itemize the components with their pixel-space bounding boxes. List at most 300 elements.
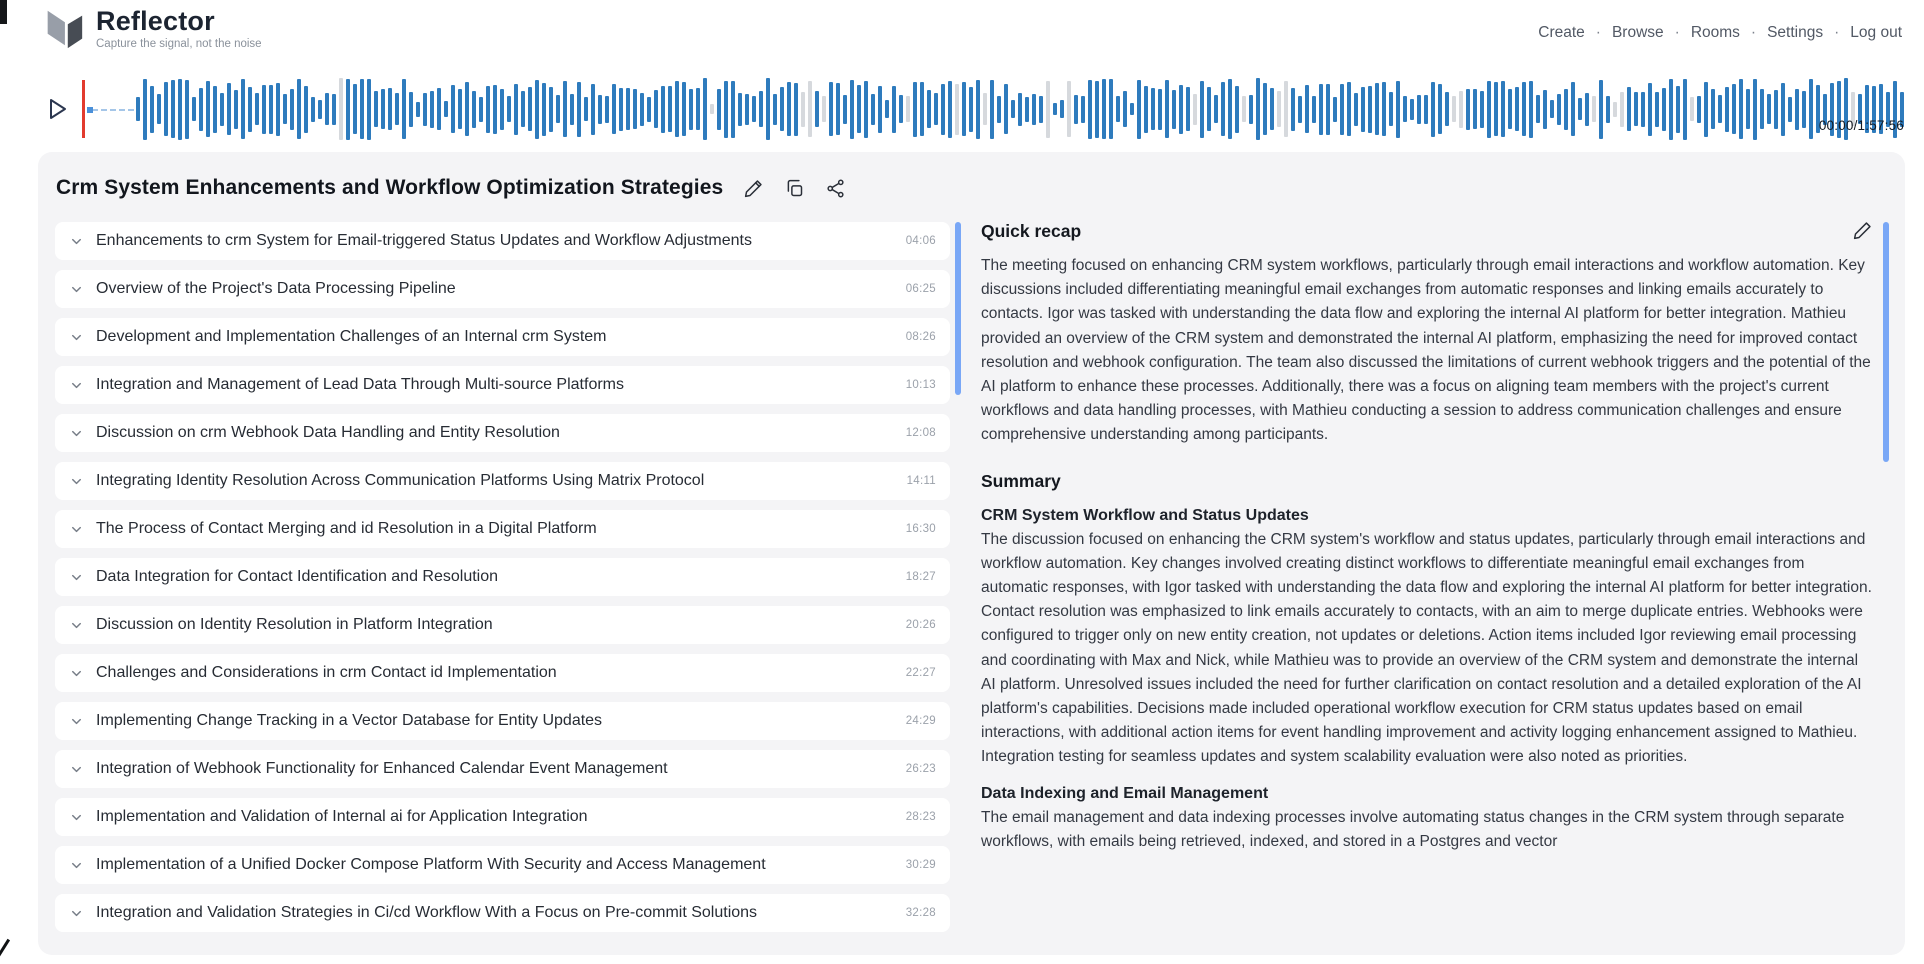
waveform-bar (1634, 92, 1638, 126)
chevron-down-icon[interactable] (69, 858, 84, 873)
chevron-down-icon[interactable] (69, 906, 84, 921)
waveform-bar (850, 80, 854, 139)
waveform-bar (178, 79, 182, 140)
waveform-bar (269, 85, 273, 134)
topic-timestamp: 04:06 (905, 235, 936, 247)
waveform-bar (696, 88, 700, 130)
waveform-bar (864, 81, 868, 138)
waveform-bar (360, 79, 364, 139)
waveform-bar (535, 80, 539, 139)
waveform-bar (1746, 89, 1750, 129)
waveform-bar (1410, 99, 1414, 120)
waveform-bar (794, 83, 798, 136)
waveform-bar (668, 86, 672, 132)
waveform-bar (780, 87, 784, 131)
chevron-down-icon[interactable] (69, 474, 84, 489)
meeting-card (38, 152, 1905, 955)
waveform-bar (346, 79, 350, 140)
waveform-bar (521, 91, 525, 127)
waveform-bar (213, 86, 217, 133)
waveform-bar (787, 82, 791, 136)
waveform-bar (1417, 95, 1421, 124)
waveform-bar (1109, 79, 1113, 139)
topic-label: Implementation and Validation of Internal ai for Application Integration (96, 808, 588, 825)
topic-timestamp: 14:11 (906, 475, 936, 487)
waveform-bar (1606, 96, 1610, 123)
waveform-bar (444, 101, 448, 117)
waveform-bar (1774, 90, 1778, 129)
topic-timestamp: 08:26 (905, 331, 936, 343)
waveform-bar (458, 89, 462, 129)
waveform-bar (1536, 95, 1540, 123)
waveform-bar (570, 94, 574, 125)
topic-timestamp: 12:08 (905, 427, 936, 439)
waveform-bar (1333, 97, 1337, 122)
topic-row[interactable] (55, 510, 950, 548)
topics-scrollbar[interactable] (955, 222, 961, 395)
waveform-bar (1158, 89, 1162, 130)
waveform-bar (1060, 100, 1064, 118)
waveform-bar (661, 86, 665, 133)
waveform-bar (1081, 96, 1085, 123)
brand-text (96, 6, 262, 50)
playhead-cursor[interactable] (82, 80, 85, 138)
topic-timestamp: 06:25 (905, 283, 936, 295)
waveform-bar (1494, 82, 1498, 136)
nav-logout[interactable]: Log out (1850, 24, 1902, 41)
waveform-bar (1641, 92, 1645, 127)
waveform-bar (1501, 81, 1505, 137)
chevron-down-icon[interactable] (69, 426, 84, 441)
waveform-bar (1403, 96, 1407, 122)
summary-section (981, 784, 1873, 854)
chevron-down-icon[interactable] (69, 570, 84, 585)
waveform-bar (1228, 79, 1232, 139)
chevron-down-icon[interactable] (69, 810, 84, 825)
waveform-bar (199, 88, 203, 131)
topic-timestamp: 28:23 (905, 811, 936, 823)
waveform-bar (1319, 84, 1323, 135)
waveform-bar (1487, 81, 1491, 138)
topic-label: Integration and Management of Lead Data Through Multi-source Platforms (96, 376, 624, 393)
waveform-bar (612, 84, 616, 134)
waveform-bar (892, 86, 896, 133)
waveform-bar (1242, 96, 1246, 122)
edit-title-button[interactable] (743, 178, 764, 199)
waveform-bar (927, 90, 931, 128)
waveform-bar (423, 93, 427, 126)
waveform-bar (1711, 89, 1715, 129)
meeting-title-row (56, 176, 846, 200)
waveform-bar (1620, 92, 1624, 127)
waveform-bar (1543, 90, 1547, 129)
chevron-down-icon[interactable] (69, 714, 84, 729)
topic-timestamp: 20:26 (905, 619, 936, 631)
waveform-bar (1683, 79, 1687, 140)
waveform-bar (983, 93, 987, 125)
topic-label: Data Integration for Contact Identification and Resolution (96, 568, 499, 585)
top-nav (1538, 24, 1902, 42)
chevron-down-icon[interactable] (69, 666, 84, 681)
waveform-bar (689, 89, 693, 130)
chevron-down-icon[interactable] (69, 618, 84, 633)
topic-row[interactable] (55, 558, 950, 596)
chevron-down-icon[interactable] (69, 378, 84, 393)
chevron-down-icon[interactable] (69, 234, 84, 249)
topic-row[interactable] (55, 366, 950, 404)
meeting-title: Crm System Enhancements and Workflow Optimization Strategies (56, 176, 724, 199)
reflector-logo-icon[interactable] (40, 6, 86, 52)
topic-row[interactable] (55, 750, 950, 788)
waveform-bar (1676, 86, 1680, 133)
waveform-bar (1613, 102, 1617, 117)
waveform-bar (1165, 80, 1169, 138)
quick-recap-text: The meeting focused on enhancing CRM system workflows, particularly through email interactions and workflow automation. Key discussions included differentiating meaningful email exchanges from automatic responses and linking emails accurately to contacts. Igor was tasked with understanding the data flow and exploring the internal AI platform for better integration. Mathieu provided an overview of the CRM system and demonstrated the internal AI platform, emphasizing the need for improved contact resolution and webhook configuration. The team also discussed the limitations of current webhook triggers and the potential of the AI platform to enhance these processes. Additionally, there was a focus on aligning team members with the project's current workflows and data handling processes, with Mathieu conducting a session to address communication challenges and ensure comprehensive understanding among participants. (981, 257, 1871, 444)
waveform-bar (941, 84, 945, 135)
waveform-bar (962, 82, 966, 136)
waveform-bar (157, 94, 161, 124)
nav-settings[interactable]: Settings (1767, 24, 1824, 41)
waveform-bar (500, 89, 504, 130)
waveform-bar (332, 94, 336, 125)
waveform-bar (241, 79, 245, 139)
pencil-icon (1852, 220, 1873, 241)
waveform-bar (948, 81, 952, 138)
waveform-bar (1200, 81, 1204, 138)
waveform-start-dot (87, 107, 93, 113)
summary-section-text: The discussion focused on enhancing the CRM system's workflow and status updates, particularly through email interactions and workflow automation. Key changes involved creating distinct workflows to differentiate meaningful email exchanges from automatic responses, with Igor tasked with understanding the data flow and exploring the internal AI platform for better integration. Contact resolution was emphasized to link emails accurately to contacts, with an aim to merge duplicate entries. Webhooks were configured to trigger only on new entity creation, not updates or deletions. Action items included Igor reviewing email processing and coordinating with Max and Nick, while Mathieu was to provide an overview of the CRM system and demonstrate the internal AI platform. Unresolved issues included the need for further clarification on contact resolution and a detailed exploration of the AI platform's capabilities. Decisions made included operational workflow execution for CRM status updates based on email interactions, with additional action items for event handling improvement and activity logging enhancement assigned to Mathieu. Integration testing for seamless updates and system scalability evaluation were also noted as priorities. (981, 530, 1872, 766)
topic-label: Discussion on crm Webhook Data Handling and Entity Resolution (96, 424, 560, 441)
waveform-quiet-lead (92, 109, 134, 111)
chevron-down-icon[interactable] (69, 522, 84, 537)
waveform-bar (717, 89, 721, 130)
waveform-bar (1557, 94, 1561, 125)
screen-artifact (0, 0, 7, 24)
nav-separator: · (1595, 24, 1601, 41)
audio-player (0, 72, 1924, 144)
waveform-bar (255, 93, 259, 125)
chevron-down-icon[interactable] (69, 330, 84, 345)
app-title[interactable]: Reflector (96, 6, 215, 36)
waveform-bar (619, 88, 623, 131)
waveform-bar (1354, 93, 1358, 126)
waveform-bar (647, 97, 651, 122)
waveform-bar (1445, 92, 1449, 126)
waveform-bar (276, 83, 280, 136)
topic-timestamp: 18:27 (905, 571, 936, 583)
waveform-bar (1235, 86, 1239, 133)
nav-create[interactable]: Create (1538, 24, 1585, 41)
waveform-bar (913, 82, 917, 137)
waveform-bar (682, 82, 686, 136)
waveform-bar (1767, 94, 1771, 124)
waveform-bar (1130, 103, 1134, 115)
waveform-bar (451, 85, 455, 133)
waveform-bar (1760, 89, 1764, 129)
waveform-bar (843, 95, 847, 124)
chevron-down-icon[interactable] (69, 282, 84, 297)
waveform-bar (290, 89, 294, 130)
waveform-bar (1809, 79, 1813, 139)
waveform-bar (1144, 86, 1148, 133)
waveform-bar (1179, 85, 1183, 134)
waveform-bar (598, 95, 602, 124)
waveform-bar (136, 97, 140, 121)
waveform-bar (885, 100, 889, 118)
waveform-bar (990, 80, 994, 139)
waveform-bar (633, 89, 637, 129)
nav-separator: · (1674, 24, 1680, 41)
waveform-bar (143, 79, 147, 140)
waveform-bar (318, 100, 322, 119)
quick-recap-header (981, 220, 1873, 242)
waveform-bar (234, 90, 238, 129)
waveform-bar (836, 83, 840, 135)
waveform-bar (857, 85, 861, 133)
time-display: 00:00/1:57:56 (1818, 118, 1904, 133)
waveform-bar (402, 79, 406, 139)
quick-recap-heading: Quick recap (981, 221, 1082, 241)
topic-row[interactable] (55, 654, 950, 692)
screen-artifact (0, 939, 10, 958)
waveform-bar (1753, 79, 1757, 140)
waveform-bar (1284, 81, 1288, 137)
waveform-bar (549, 87, 553, 132)
topic-row[interactable] (55, 606, 950, 644)
waveform-bar (1249, 95, 1253, 124)
waveform-bar (752, 96, 756, 122)
waveform-bar (388, 88, 392, 130)
waveform-bar (577, 82, 581, 137)
waveform-bar (1277, 91, 1281, 127)
waveform-bar (808, 81, 812, 137)
waveform-bar (703, 78, 707, 140)
waveform-bar (815, 91, 819, 127)
waveform-bar (822, 96, 826, 122)
waveform-bar (1207, 87, 1211, 131)
waveform-bar (1032, 94, 1036, 125)
topic-label: Enhancements to crm System for Email-triggered Status Updates and Workflow Adjustments (96, 232, 752, 249)
waveform-bar (1669, 79, 1673, 140)
waveform-bar (262, 85, 266, 134)
waveform-bar (1305, 85, 1309, 133)
app-tagline: Capture the signal, not the noise (96, 38, 262, 51)
topic-row[interactable] (55, 462, 950, 500)
waveform-bar (1074, 95, 1078, 124)
topic-timestamp: 32:28 (905, 907, 936, 919)
waveform-bar (1312, 96, 1316, 123)
topic-row[interactable] (55, 894, 950, 932)
topic-row[interactable] (55, 318, 950, 356)
topic-label: Integration and Validation Strategies in Ci/cd Workflow With a Focus on Pre-commit Solutions (96, 904, 758, 921)
pencil-icon (743, 178, 764, 199)
waveform-bar (1256, 78, 1260, 140)
waveform-bar (1781, 83, 1785, 136)
nav-separator: · (1834, 24, 1840, 41)
waveform-bar (325, 93, 329, 125)
topic-timestamp: 16:30 (905, 523, 936, 535)
waveform-bar (710, 104, 714, 114)
waveform-bar (283, 94, 287, 124)
waveform-bar (1137, 80, 1141, 139)
waveform-bar (731, 81, 735, 138)
waveform-bar (1095, 81, 1099, 138)
waveform-bar (1704, 82, 1708, 137)
waveform-bar (1459, 91, 1463, 128)
waveform-bar (955, 84, 959, 135)
waveform-bar (1039, 96, 1043, 123)
waveform-bar (395, 93, 399, 125)
topic-row[interactable] (55, 222, 950, 260)
waveform-bar (486, 86, 490, 133)
waveform-bar (759, 91, 763, 127)
waveform-bar (563, 81, 567, 137)
waveform-bar (591, 84, 595, 135)
waveform-bar (1018, 93, 1022, 126)
waveform-bar (1151, 88, 1155, 130)
waveform-bar (220, 93, 224, 126)
nav-browse[interactable]: Browse (1611, 24, 1664, 41)
topic-row[interactable] (55, 702, 950, 740)
waveform-bar (1718, 95, 1722, 123)
topic-timestamp: 22:27 (905, 667, 936, 679)
waveform-bar (437, 88, 441, 130)
waveform-bar (1529, 81, 1533, 138)
waveform-bar (906, 96, 910, 122)
waveform-bar (1627, 87, 1631, 131)
summary-scrollbar[interactable] (1883, 222, 1889, 462)
waveform-bar (976, 80, 980, 139)
waveform-bar (542, 83, 546, 136)
copy-button[interactable] (784, 178, 805, 199)
waveform-bar (297, 79, 301, 139)
waveform-bar (1473, 89, 1477, 129)
waveform-bar (528, 87, 532, 131)
topic-label: Integration of Webhook Functionality for Enhanced Calendar Event Management (96, 760, 668, 777)
waveform-bar (1480, 91, 1484, 128)
waveform-bar (164, 82, 168, 136)
edit-recap-button[interactable] (1852, 220, 1873, 241)
waveform-bar (1396, 81, 1400, 138)
waveform-bar (1571, 82, 1575, 136)
waveform-bar (1732, 84, 1736, 134)
topic-timestamp: 10:13 (905, 379, 936, 391)
topic-row[interactable] (55, 798, 950, 836)
topics-list (55, 222, 950, 942)
waveform-bar (605, 96, 609, 123)
waveform-bar (1648, 83, 1652, 136)
waveform-bar (1102, 79, 1106, 139)
waveform-bar (1697, 96, 1701, 123)
waveform-bar (1788, 97, 1792, 122)
waveform-bar (738, 93, 742, 126)
waveform-bar (1270, 88, 1274, 130)
waveform-bar (1550, 100, 1554, 118)
waveform-bar (416, 102, 420, 117)
waveform-bar (1515, 87, 1519, 131)
waveform-bar (507, 96, 511, 122)
waveform-bar (773, 94, 777, 125)
waveform-bar (1340, 84, 1344, 135)
share-button[interactable] (825, 178, 846, 199)
waveform-bar (1725, 87, 1729, 132)
waveform-bar (1739, 79, 1743, 139)
waveform-bar (626, 88, 630, 130)
waveform-bar (150, 86, 154, 133)
waveform-bar (1599, 80, 1603, 139)
waveform-bar (584, 97, 588, 121)
waveform-bar (934, 93, 938, 125)
summary-section-title: CRM System Workflow and Status Updates (981, 506, 1309, 524)
chevron-down-icon[interactable] (69, 762, 84, 777)
waveform-bar (920, 82, 924, 136)
waveform-bars[interactable] (136, 78, 1905, 140)
waveform-bar (1431, 82, 1435, 137)
waveform-bar (479, 97, 483, 122)
waveform-bar (1291, 88, 1295, 131)
waveform-bar (1662, 88, 1666, 131)
waveform-bar (1347, 82, 1351, 136)
waveform-bar (1585, 93, 1589, 126)
nav-separator: · (1750, 24, 1757, 41)
waveform-bar (1025, 97, 1029, 122)
topic-label: Implementation of a Unified Docker Compose Platform With Security and Access Management (96, 856, 766, 873)
waveform-bar (1389, 92, 1393, 126)
summary-section-title: Data Indexing and Email Management (981, 784, 1269, 802)
topic-row[interactable] (55, 414, 950, 452)
waveform-bar (1802, 91, 1806, 128)
waveform-bar (1046, 81, 1050, 138)
topic-label: Integrating Identity Resolution Across Communication Platforms Using Matrix Protocol (96, 472, 705, 489)
topic-label: Development and Implementation Challenges of an Internal crm System (96, 328, 607, 345)
nav-rooms[interactable]: Rooms (1690, 24, 1740, 41)
waveform-bar (1298, 96, 1302, 123)
waveform-bar (171, 80, 175, 138)
waveform-bar (1382, 82, 1386, 136)
waveform-bar (766, 78, 770, 140)
waveform-bar (1466, 89, 1470, 130)
waveform-bar (311, 97, 315, 122)
summary-section-text: The email management and data indexing processes involve automating status changes in the CRM system through separate workflows, with emails being retrieved, indexed, and stored in a Postgres and vector (981, 808, 1845, 850)
waveform-bar (465, 82, 469, 136)
waveform-bar (1123, 91, 1127, 127)
topic-label: Discussion on Identity Resolution in Platform Integration (96, 616, 493, 633)
waveform-bar (1424, 95, 1428, 124)
topic-label: Implementing Change Tracking in a Vector Database for Entity Updates (96, 712, 603, 729)
waveform-bar (556, 95, 560, 123)
waveform-bar (1067, 81, 1071, 137)
waveform-bar (801, 92, 805, 127)
topic-label: The Process of Contact Merging and id Resolution in a Digital Platform (96, 520, 597, 537)
waveform-bar (1690, 97, 1694, 121)
waveform-bar (1186, 87, 1190, 131)
waveform-bar (381, 89, 385, 129)
waveform-bar (1655, 92, 1659, 127)
waveform-bar (514, 84, 518, 135)
waveform-bar (1438, 84, 1442, 134)
waveform-bar (1592, 96, 1596, 122)
waveform-bar (353, 84, 357, 134)
waveform-bar (339, 78, 343, 140)
play-button[interactable] (48, 98, 68, 120)
waveform-bar (430, 91, 434, 128)
topic-row[interactable] (55, 846, 950, 884)
waveform-bar (745, 94, 749, 125)
waveform-bar (1326, 84, 1330, 135)
waveform-bar (1564, 89, 1568, 130)
topic-row[interactable] (55, 270, 950, 308)
topic-timestamp: 26:23 (905, 763, 936, 775)
